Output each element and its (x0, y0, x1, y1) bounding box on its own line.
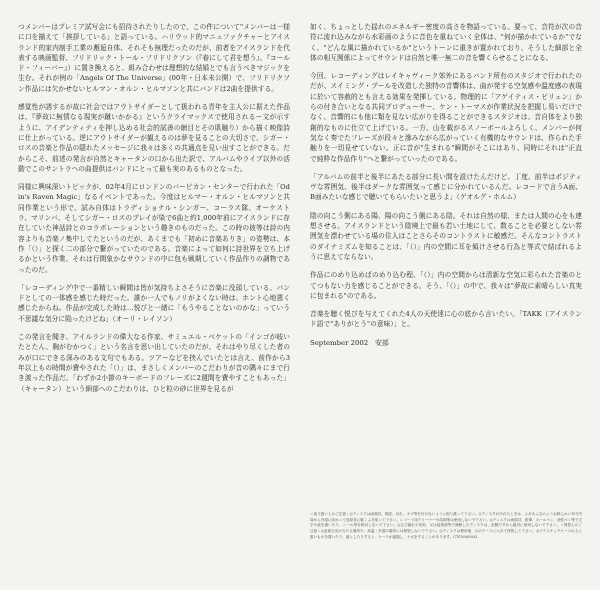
essay-paragraph: 作品にのめり込めばのめり込む程、「（）」内の空間からは清新な空気に彩られた音楽のとてつもない力を感じることができる。そう、「（）」の中で、我々は"夢故に素晴らしい真実に包まれる"のである。 (310, 271, 582, 300)
essay-paragraph: 同様に興味深いトピックが、02年4月にロンドンのバービカン・センターで行われた「Odin's Raven Magic」なるイベントであった。今度はヒルマー・オルン・ヒルマソンと共同作業という形で、試み自体はトラディショナル・シンガー、コーラス隊、オーケストラ、マリンバ、そしてシガー・ロスのプレイが染で6曲と約1,000年前にアイスランドに存在していた神話詩とのコラボレーションという趣きのものだった。この時の彼等は詩の内容よりも音楽ノ集中してたというのだが、あくまでも「初めに音楽ありき」の姿勢は、本作「（）」と探く二の部分で繋がっていたのである。音楽によって如何に詩世界を立ち上げるかという作業、それは行間象かなサウンドの中に包も戦期していく作品作りの調物であったのだ。 (18, 183, 290, 274)
quote-paragraph: 「アルバムの前半と後半にあたる部分に長い間を設けたんだけど、丁度、前半はポジティヴな雰囲気、後半はダークな雰囲気って感じに分かれているんだ。レコードで言うA面、B面みたいな感じで聴いてもらいたいと思うよ」（ゲオルグ・ホルム） (310, 172, 582, 202)
handling-notice: ＜取り扱い上のご注意＞◎ディスクは両面共、指紋、汚れ、キズ等を付けないように取り扱って下さい。◎ディスクが汚れたときは、メガネふきのような軟らかい布で内周から外周に向かって放射状に軽くふき取って下さい。レコード用クリーナーや溶剤等は使用しないで下さい。◎ディスクは両面共、鉛筆、ボールペン、油性ペン等で文字や絵を書いたり、シール等を貼付しないで下さい。◎ひび割れや変形、又は接着剤等で補修したディスクは、危険ですから絶対に使用しないで下さい。＜保管上のご注意＞◎直射日光の当たる場所や、高温・多湿の場所には保管しないで下さい。◎ディスクは使用後、元のケースに入れて保管して下さい。◎ブラスチックケースの上に重いものを置いたり、落としたりすると、ケースが破損し、ケガをすることがあります。CTCM-65032 (310, 512, 583, 539)
right-text-column (310, 22, 582, 348)
essay-paragraph: 陰の向こう側にある陽、陽の向こう側にある陰。それは自然の様、または人間の心をも連想させる。アイスランドという陰境上で最も若い土地にして、数ることを必要としない雰囲気を漂わせている場の住人はことさらそのコントラストに敏感だ。そんなコントラストのダイナミズムを知ることは、「（）」内の空間に耳を傾けさせる行為と等式で結ばれるように思えてならない。 (310, 211, 582, 261)
quote-paragraph: 「レコーディング中で一番精しい瞬間は皆が気持ちよさそうに音楽に没頭している、バンドとしての一体感を感じた時だった。誰か一人でもノリがよくない時は、ホント心地悪く感じたからね。作品が完成した時は…悦びと一緒に「もうやることないのかな」っていう不思議な気分に陥ったけどね」（オーリ・レイソン） (18, 283, 290, 323)
author-signature: September 2002 安部 (310, 338, 389, 347)
essay-paragraph: この発言を聞き、アイルランドの偉大なる作家、サミュエル・ベケットの「インゴが岐いたとたん、胸がむかつく」という名言を思い出していたのだが、それはやり尽くした者のみが口にできる深みのある文句でもある。ツアーなどを挟んでいたとは言え、前作から3年以上もの時間が費やされた「（）」は、まさしくメンバーのこだわりが音の隅々にまで行き渡った作品だ。「わずか2小節のキーボードのフレーズに2週間を費やすこともあった」（キャータン）という細部へのこだわりは、ひと粒の砂に世界を見るが (18, 333, 290, 393)
essay-paragraph: 感覚性が誘するが故に社会ではアウトサイダーとして扱われる青年を主人公に据えた作品は、『夢故に無情なる現実が蹴いかかる』というクライマックスで使用されるー文が示すように、アイデンティティを押し込める社会的試善の網目とその肌触り）から描く映像詩に仕上がっている。逆にアウトサイダーが観えるのは夢を見ることの大切さで、シガー・ロスの音楽と作品の隠れたメッセージに我々は多くの共通点を見い出すことができる。だからこそ、前述の発言が自然とキャータンの口から出た訳で、アルバムやライブ以外の活動でこのサントラへの曲提供はバンドにとって最も実のあるものとなった。 (18, 103, 290, 173)
essay-paragraph: 如く、ちょっとした揺れのエネルギー密度の高さを物語っている。要って、音符が次の音符に流れ込みながら水彩画のように音色を重ねていく全体は、"何が描かれているか"でなく、"どんな風に描かれているか"というトーンに重きが置かれており、そうした細部と全体の相互関係によってサウンドは自然と唯一無二の音を響くらせることになる。 (310, 23, 582, 62)
essay-paragraph: つメンバーはプレミア試写会にも招待されたりしたので、この件について"メンバーは一様に口を揃えて「挨拶している」と語っている。ハリウッド的マニュファクチャーとアイスランド的家内制手工業の邂逅自体、それそも無理だったのだが、前者をアイスランドを代表する映画監督、フリドリック・トール・フリドリクソン（『春にして君を想う』、『コールド・フィーバー』）に置き換えると、組み合わせは理想的な結婚とでも言うべきマジックを生む。それが例の「Angels Of The Universe」(00年・日本未公開）で、フリドリクソン作品には欠かせないヒルマン・オルン・ヒルマソンと共にバンドは2曲を提供する。 (18, 23, 291, 93)
essay-paragraph: 今回、レコーディングはレイキャヴィーク郊外にあるバンド所有のスタジオで行われたのだが、スイミング・プールを改造した独特の音響体は、曲が発する空気感や温度感の表現に於いて容赦的とも言える効果を発揮している。物理的に「アゲイティス・ビリュン」からの付き合いとなる共同プロデューサー、ケン・トーマスが作業状況を把握し易いだけでなく、音響的にも他に類を見ない広がりを得ることができるスタジオは、音自体をより独創的なものに仕立て上げている。一方、山を載がるスノーボールよろしく、メンバーが何気なく奏でたフレーズが段々と滲みながら広がっていく有機的なサウンドは、作られた手触りを一切見せていない。正に音が"生まれる"瞬間がそこにはあり、同時にそれは"正直で純粋な作品作り"へと繋がっていったのである。 (310, 72, 582, 163)
left-text-column (18, 22, 290, 402)
essay-paragraph: 音楽を聴く悦びを与えてくれた4人の天使達に心の底から言いたい。「TAKK（アイスランド語で"ありがとう"の意味）」と。 (310, 310, 582, 329)
